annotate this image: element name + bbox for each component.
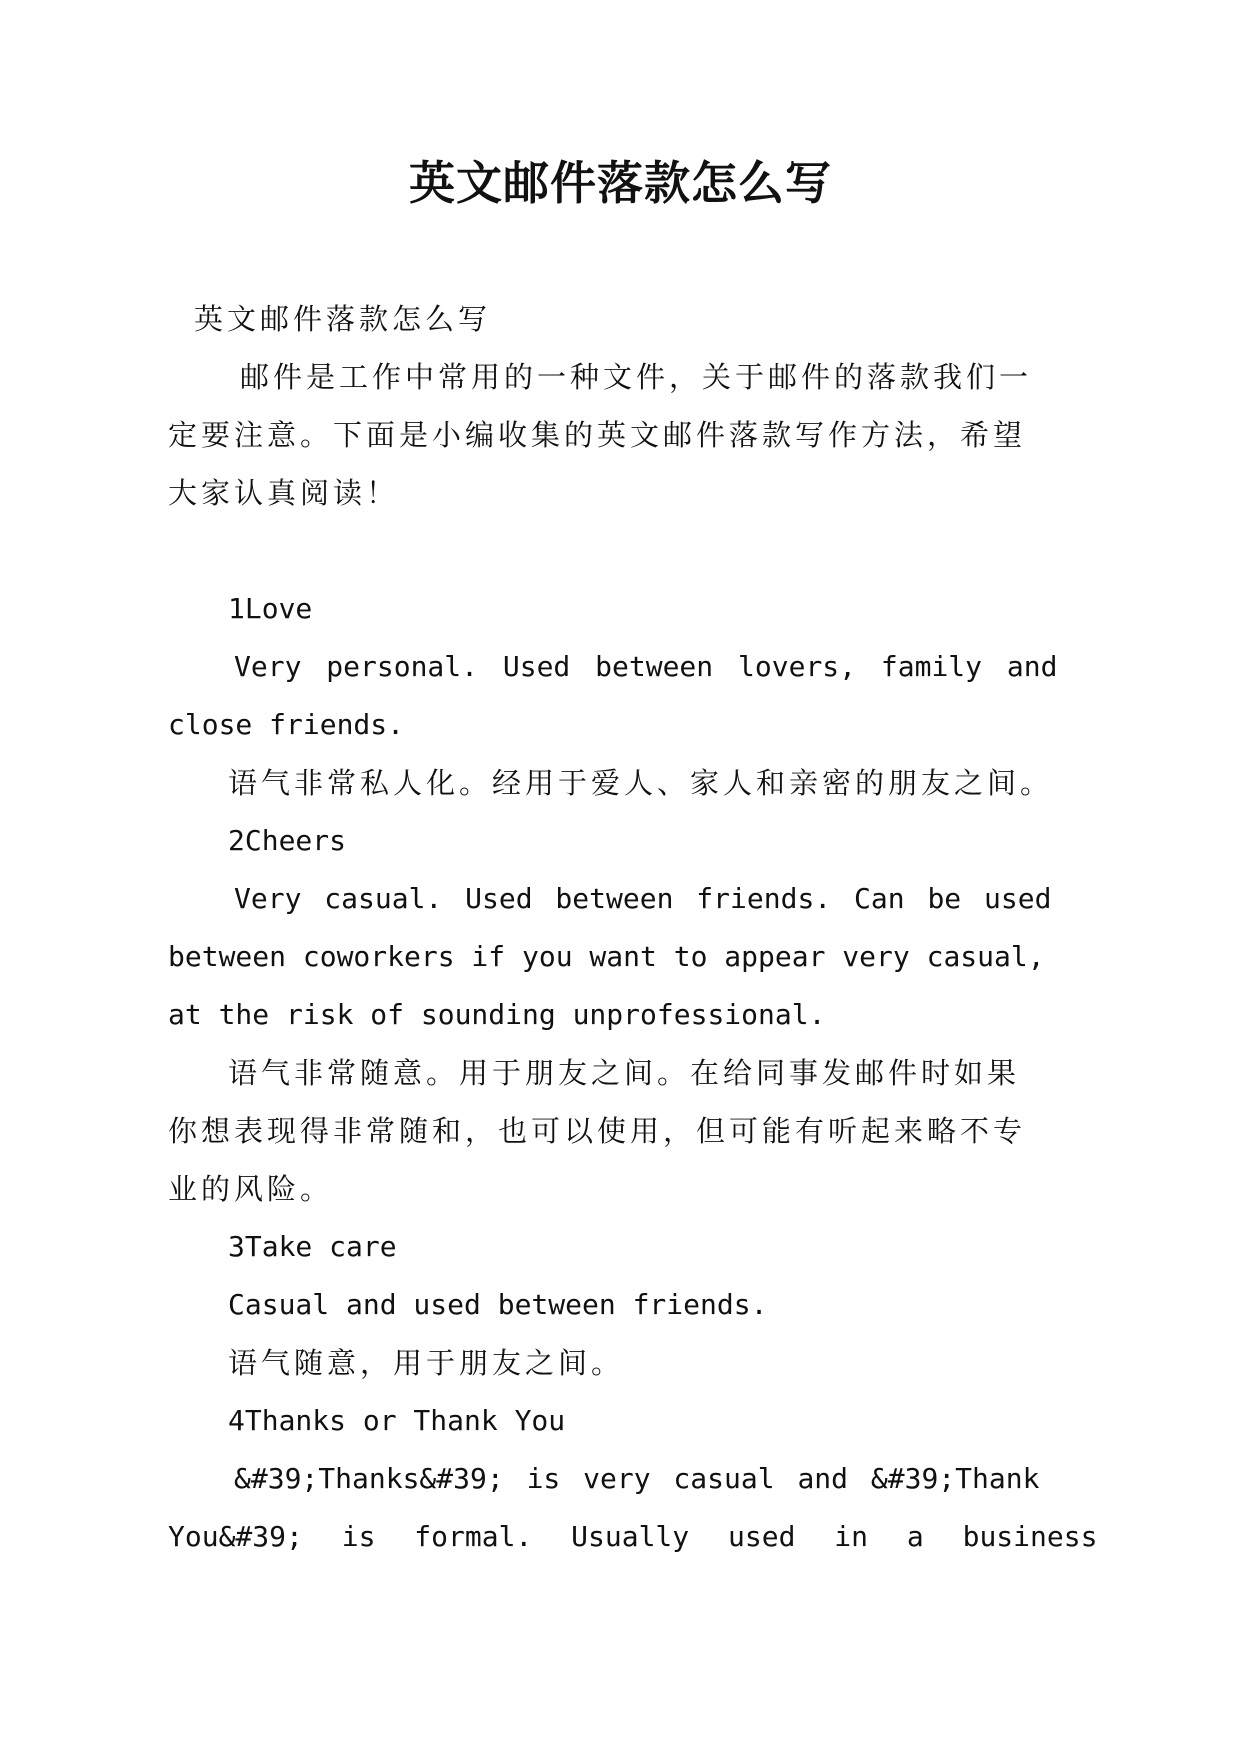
section-1-english-2: close friends. bbox=[168, 708, 405, 741]
section-2-chinese-3: 业的风险。 bbox=[168, 1172, 334, 1206]
section-2-english-3: at the risk of sounding unprofessional. bbox=[168, 998, 826, 1031]
section-3-english-1: Casual and used between friends. bbox=[228, 1288, 768, 1321]
section-3-heading: 3Take care bbox=[228, 1230, 397, 1263]
section-3-chinese-1: 语气随意，用于朋友之间。 bbox=[228, 1346, 625, 1380]
section-2-english-2: between coworkers if you want to appear very casual, bbox=[168, 940, 1045, 973]
blank-line bbox=[190, 522, 1060, 580]
section-2-heading: 2Cheers bbox=[228, 824, 347, 857]
section-2-chinese-2: 你想表现得非常随和，也可以使用，但可能有听起来略不专 bbox=[168, 1114, 1027, 1148]
section-1-chinese-1: 语气非常私人化。经用于爱人、家人和亲密的朋友之间。 bbox=[228, 766, 1054, 800]
subtitle: 英文邮件落款怎么写 bbox=[194, 302, 492, 336]
section-1-heading: 1Love bbox=[228, 592, 313, 625]
intro-line-1: 邮件是工作中常用的一种文件，关于邮件的落款我们一 bbox=[240, 360, 1033, 394]
section-1-english-1: Very personal. Used between lovers, family and bbox=[234, 650, 1058, 683]
page-title: 英文邮件落款怎么写 bbox=[409, 156, 832, 210]
intro-line-3: 大家认真阅读！ bbox=[168, 476, 400, 510]
section-4-english-1: &#39;Thanks&#39; is very casual and &#39;Thank bbox=[234, 1462, 1040, 1495]
intro-line-2: 定要注意。下面是小编收集的英文邮件落款写作方法，希望 bbox=[168, 418, 1027, 452]
section-4-heading: 4Thanks or Thank You bbox=[228, 1404, 566, 1437]
document-body bbox=[168, 290, 1098, 1566]
section-2-chinese-1: 语气非常随意。用于朋友之间。在给同事发邮件时如果 bbox=[228, 1056, 1021, 1090]
section-4-english-2: You&#39; is formal. Usually used in a business bbox=[168, 1520, 1098, 1553]
section-2-english-1: Very casual. Used between friends. Can be used bbox=[234, 882, 1052, 915]
